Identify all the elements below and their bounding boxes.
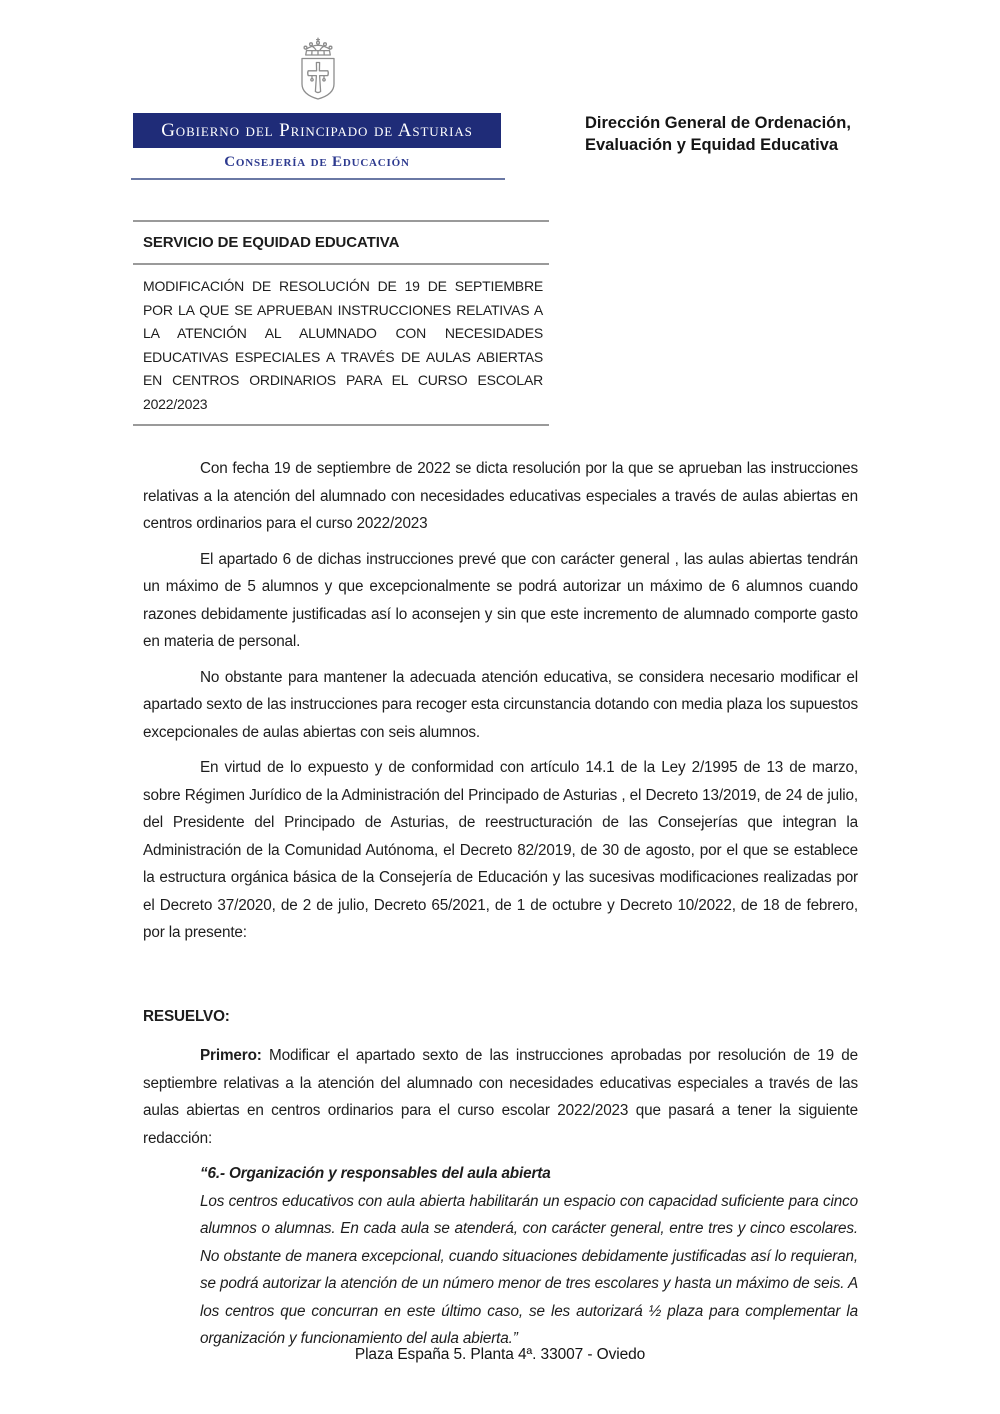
- service-title: SERVICIO DE EQUIDAD EDUCATIVA: [143, 234, 400, 251]
- service-rule-middle: [133, 263, 549, 265]
- department-subtitle: Consejería de Educación: [224, 154, 410, 170]
- service-rule-bottom: [133, 424, 549, 426]
- paragraph-1: Con fecha 19 de septiembre de 2022 se dicta resolución por la que se aprueban las instrucciones relativas a la atención del alumnado con necesidades educativas especiales a través de aulas abiertas en centros ordinarios para el curso 2022/2023: [143, 460, 858, 532]
- paragraph-2: El apartado 6 de dichas instrucciones prevé que con carácter general , las aulas abiertas tendrán un máximo de 5 alumnos y que excepcionalmente se podrá autorizar un máximo de 6 alumnos cuando razones debidamente justificadas así lo aconsejen y sin que este incremento de alumnado comporte gasto en materia de personal.: [143, 550, 858, 650]
- paragraph-3: No obstante para mantener la adecuada atención educativa, se considera necesario modificar el apartado sexto de las instrucciones para recoger esta circunstancia dotando con media plaza los supuestos excepcionales de aulas abiertas con seis alumnos.: [143, 668, 858, 741]
- government-banner: [133, 113, 501, 148]
- government-banner-title: Gobierno del Principado de Asturias: [161, 120, 473, 141]
- resuelvo-heading: RESUELVO:: [143, 1007, 230, 1025]
- header-blue-rule: [131, 178, 505, 180]
- directorate-heading: [585, 112, 851, 156]
- footer-address: Plaza España 5. Planta 4ª. 33007 - Oviedo: [354, 1346, 646, 1363]
- directorate-line-1: Dirección General de Ordenación,: [585, 114, 851, 132]
- service-block: [133, 220, 549, 426]
- quote-heading: “6.- Organización y responsables del aula abierta: [200, 1165, 551, 1182]
- asturias-coat-of-arms-icon: [289, 37, 347, 109]
- paragraph-primero: [143, 1042, 858, 1152]
- resolution-subject: MODIFICACIÓN DE RESOLUCIÓN DE 19 DE SEPTIEMBRE POR LA QUE SE APRUEBAN INSTRUCCIONES RELATIVAS A LA ATENCIÓN AL ALUMNADO CON NECESIDADES EDUCATIVAS ESPECIALES A TRAVÉS DE AULAS ABIERTAS EN CENTROS ORDINARIOS PARA EL CURSO ESCOLAR 2022/2023: [143, 278, 543, 412]
- primero-text: Modificar el apartado sexto de las instrucciones aprobadas por resolución de 19 de septiembre relativas a la atención del alumnado con necesidades educativas especiales a través de las aulas abiertas en centros ordinarios para el curso escolar 2022/2023 que pasará a tener la siguiente redacción:: [143, 1047, 859, 1147]
- service-rule-top: [133, 220, 549, 222]
- resolution-body: [143, 455, 858, 1353]
- paragraph-4: En virtud de lo expuesto y de conformidad con artículo 14.1 de la Ley 2/1995 de 13 de marzo, sobre Régimen Jurídico de la Administración del Principado de Asturias , el Decreto 13/2019, de 24 de julio, del Presidente del Principado de Asturias, de reestructuración de las Consejerías que integran la Administración de la Comunidad Autónoma, el Decreto 82/2019, de 30 de agosto, por el que se establece la estructura orgánica básica de la Consejería de Educación y las sucesivas modificaciones realizadas por el Decreto 37/2020, de 2 de julio, Decreto 65/2021, de 1 de octubre y Decreto 10/2022, de 18 de febrero, por la presente:: [143, 759, 858, 941]
- primero-label: Primero:: [200, 1047, 270, 1064]
- directorate-line-2: Evaluación y Equidad Educativa: [585, 136, 839, 154]
- quote-text: Los centros educativos con aula abierta habilitarán un espacio con capacidad suficiente para cinco alumnos o alumnas. En cada aula se atenderá, con carácter general, entre tres y cinco escolares. No obstante de manera excepcional, cuando situaciones debidamente justificadas así lo requieran, se podrá autorizar la atención de un número menor de tres escolares y hasta un máximo de seis. A los centros que concurran en este último caso, se les autorizará ½ plaza para complementar la organización y funcionamiento del aula abierta.”: [200, 1192, 858, 1347]
